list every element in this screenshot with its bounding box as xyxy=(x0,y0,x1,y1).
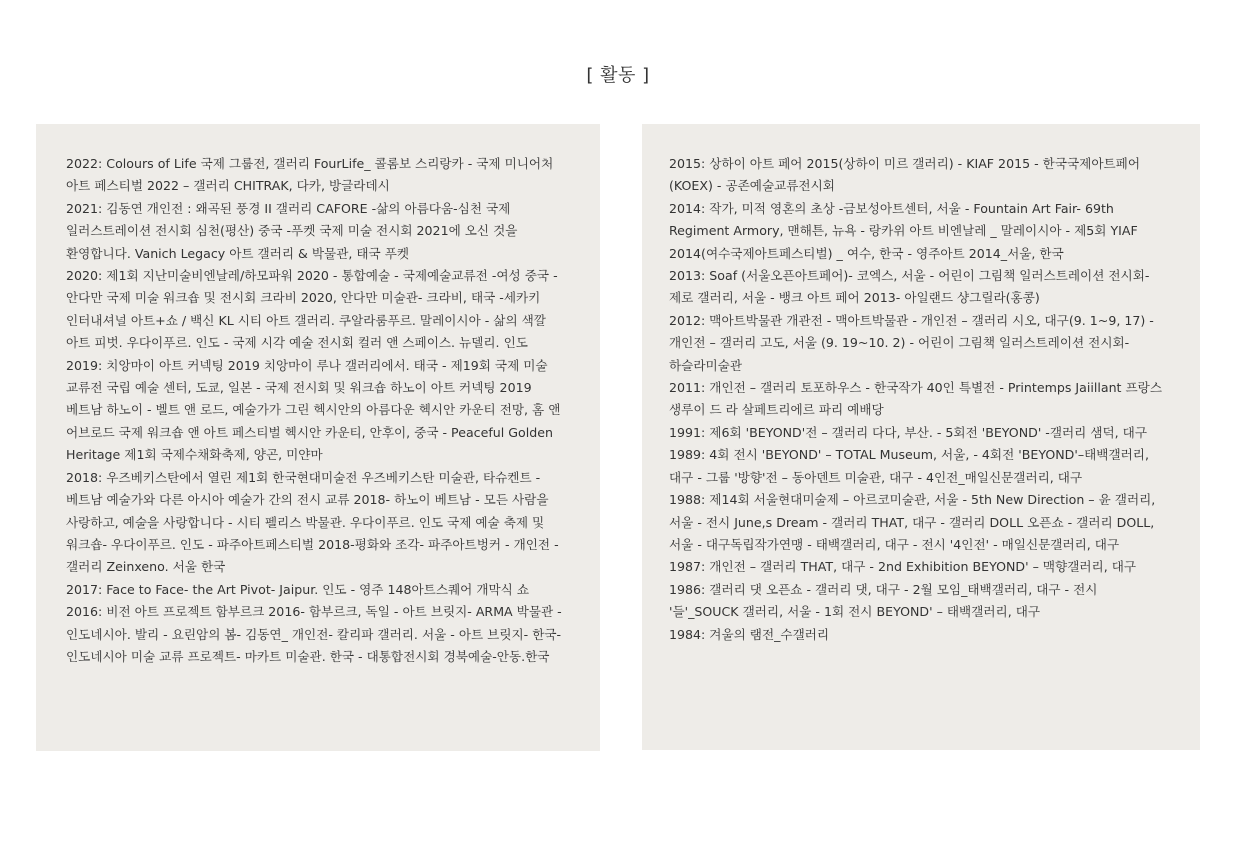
activity-entry-2012: 2012: 맥아트박물관 개관전 - 맥아트박물관 - 개인전 – 갤러리 시오, 대구(9. 1~9, 17) - 개인전 – 갤러리 고도, 서울 (9. 19~10. 2) - 어린이 그림책 일러스트레이션 전시회- 하슬라미술관 xyxy=(669,312,1154,373)
activity-entry-2011: 2011: 개인전 – 갤러리 토포하우스 - 한국작가 40인 특별전 - Printemps Jaiillant 프랑스 생루이 드 라 살페트리에르 파리 예배당 xyxy=(669,380,1162,418)
activity-entry-2019: 2019: 치앙마이 아트 커넥팅 2019 치앙마이 루나 갤러리에서. 태국 - 제19회 국제 미술 교류전 국립 예술 센터, 도쿄, 일본 - 국제 전시회 및 워크숍 하노이 아트 커넥팅 2019 베트남 하노이 - 벨트 앤 로드, 예술가가 그린 헥시안의 아름다운 헥시안 카운티 전망, 홈 앤 어브로드 국제 워크숍 앤 아트 페스티벌 헥시안 카운티, 안후이, 중국 - Peaceful Golden Heritage 제1회 국제수채화축제, 양곤, 미얀마 xyxy=(66,357,561,463)
activity-entry-2022: 2022: Colours of Life 국제 그룹전, 갤러리 FourLife_ 콜롬보 스리랑카 - 국제 미니어처 아트 페스티벌 2022 – 갤러리 CHITRAK, 다카, 방글라데시 xyxy=(66,156,554,194)
activity-list-right xyxy=(669,153,1162,646)
activity-entry-1987: 1987: 개인전 – 갤러리 THAT, 대구 - 2nd Exhibition BEYOND' – 맥향갤러리, 대구 xyxy=(669,559,1137,575)
page-title: [ 활동 ] xyxy=(586,65,650,86)
activity-list-left xyxy=(66,153,570,668)
activity-panel-left xyxy=(36,124,600,751)
activity-entry-1988: 1988: 제14회 서울현대미술제 – 아르코미술관, 서울 - 5th New Direction – 윤 갤러리, 서울 - 전시 June,s Dream - 갤러리 THAT, 대구 - 갤러리 DOLL 오픈쇼 - 갤러리 DOLL, 서울 - 대구독립작가연맹 - 태백갤러리, 대구 - 전시 '4인전' - 매일신문갤러리, 대구 xyxy=(669,492,1156,552)
activity-entry-1984: 1984: 겨울의 램전_수갤러리 xyxy=(669,626,830,642)
activity-entry-2018: 2018: 우즈베키스탄에서 열린 제1회 한국현대미술전 우즈베키스탄 미술관, 타슈켄트 - 베트남 예술가와 다른 아시아 예술가 간의 전시 교류 2018- 하노이 베트남 - 모든 사람을 사랑하고, 예술을 사랑합니다 - 시티 펠리스 박물관. 우다이푸르. 인도 국제 예술 축제 및 워크숍- 우다이푸르. 인도 - 파주아트페스티벌 2018-평화와 조각- 파주아트벙커 - 개인전 - 갤러리 Zeinxeno. 서울 한국 xyxy=(66,469,559,575)
activity-entry-2016: 2016: 비전 아트 프로젝트 함부르크 2016- 함부르크, 독일 - 아트 브릿지- ARMA 박물관 - 인도네시아. 발리 - 요린암의 봄- 김동연_ 개인전- 칼리파 갤러리. 서울 - 아트 브릿지- 한국-인도네시아 미술 교류 프로젝트- 마카트 미술관. 한국 - 대통합전시회 경북예술-안동.한국 xyxy=(66,604,562,664)
activity-entry-2020: 2020: 제1회 지난미술비엔날레/하모파워 2020 - 통합예술 - 국제예술교류전 -여성 중국 - 안다만 국제 미술 워크숍 및 전시회 크라비 2020, 안다만 미술관- 크라비, 태국 -세카키 인터내셔널 아트+쇼 / 백신 KL 시티 아트 갤러리. 쿠알라룸푸르. 말레이시아 - 삶의 색깔 아트 피벗. 우다이푸르. 인도 - 국제 시각 예술 전시회 컬러 앤 스페이스. 뉴델리. 인도 xyxy=(66,268,558,351)
activity-panel-right xyxy=(642,124,1200,750)
activity-entry-1986: 1986: 갤러리 댓 오픈쇼 - 갤러리 댓, 대구 - 2월 모임_태백갤러리, 대구 - 전시 '들'_SOUCK 갤러리, 서울 - 1회 전시 BEYOND' – 태백갤러리, 대구 xyxy=(669,581,1098,620)
activity-entry-1991: 1991: 제6회 'BEYOND'전 – 갤러리 다다, 부산. - 5회전 'BEYOND' -갤러리 샘덕, 대구 xyxy=(669,424,1148,440)
activity-entry-1989: 1989: 4회 전시 'BEYOND' – TOTAL Museum, 서울, - 4회전 'BEYOND'–태백갤러리, 대구 - 그룹 '방향'전 – 동아덴트 미술관, 대구 - 4인전_매일신문갤러리, 대구 xyxy=(669,447,1149,485)
activity-entry-2021: 2021: 김동연 개인전 : 왜곡된 풍경 II 갤러리 CAFORE -삶의 아름다움-심천 국제 일러스트레이션 전시회 심천(평산) 중국 -푸켓 국제 미술 전시회 2021에 오신 것을 환영합니다. Vanich Legacy 아트 갤러리 & 박물관, 태국 푸켓 xyxy=(66,200,518,261)
activity-entry-2014: 2014: 작가, 미적 영혼의 초상 -금보성아트센터, 서울 - Fountain Art Fair- 69th Regiment Armory, 맨해튼, 뉴욕 - 랑카위 아트 비엔날레 _ 말레이시아 - 제5회 YIAF 2014(여수국제아트페스티벌) _ 여수, 한국 - 영주아트 2014_서울, 한국 xyxy=(669,200,1138,261)
activity-entry-2017: 2017: Face to Face- the Art Pivot- Jaipur. 인도 - 영주 148아트스퀘어 개막식 쇼 xyxy=(66,581,529,597)
activity-entry-2015: 2015: 상하이 아트 페어 2015(상하이 미르 갤러리) - KIAF 2015 - 한국국제아트페어(KOEX) - 공존예술교류전시회 xyxy=(669,156,1140,194)
activity-entry-2013: 2013: Soaf (서울오픈아트페어)- 코엑스, 서울 - 어린이 그림책 일러스트레이션 전시회- 제로 갤러리, 서울 - 뱅크 아트 페어 2013- 아일랜드 샹그릴라(홍콩) xyxy=(669,268,1150,306)
